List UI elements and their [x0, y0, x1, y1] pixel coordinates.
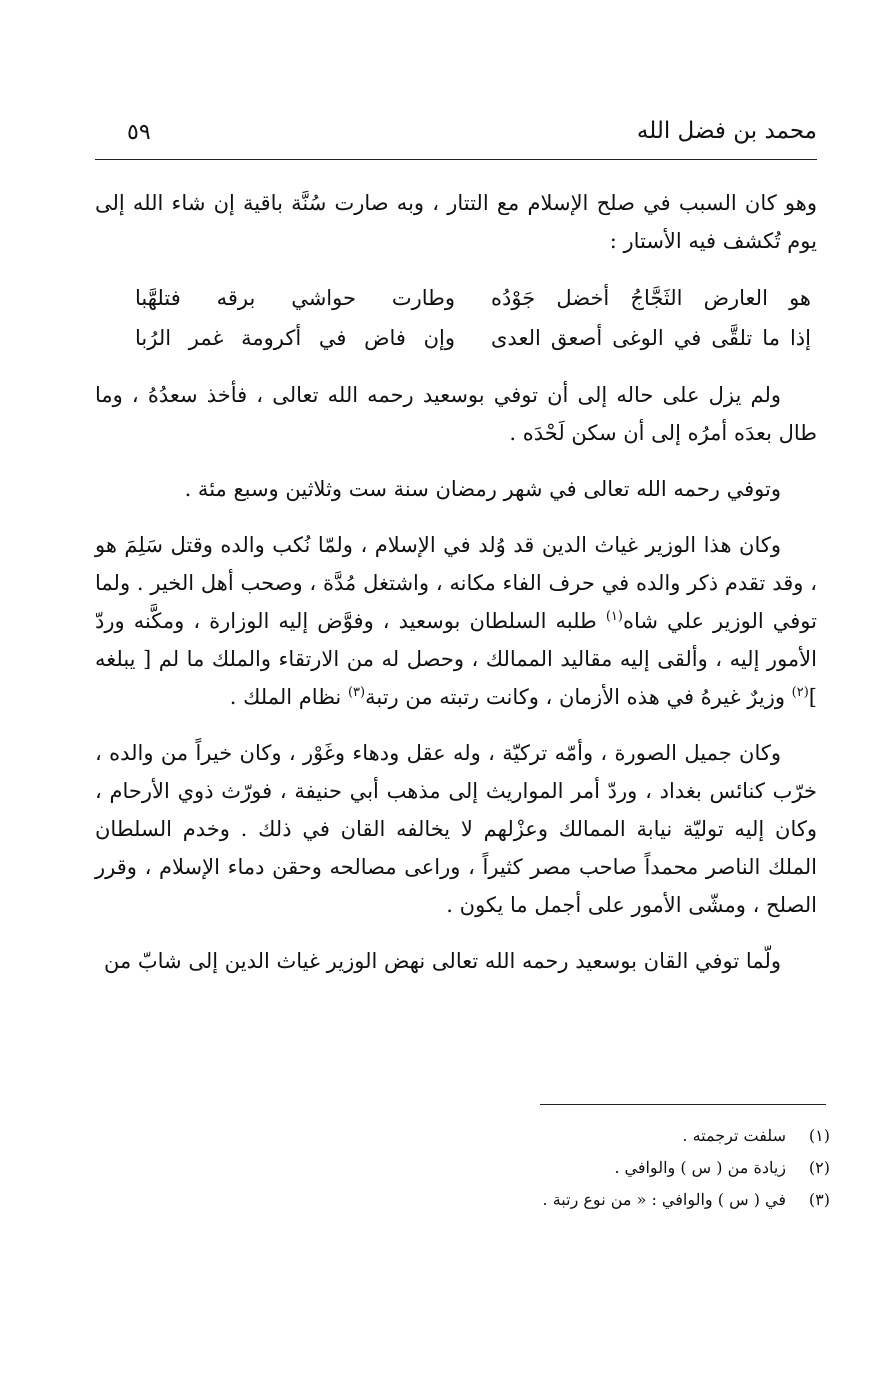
- paragraph-1: وهو كان السبب في صلح الإسلام مع التتار ، وبه صارت سُنَّة باقية إن شاء الله إلى يوم تُكشف فيه الأستار :: [95, 191, 817, 253]
- footnotes: [420, 1120, 830, 1216]
- page-number: ٥٩: [127, 120, 151, 145]
- footnote-2-number: (٢): [808, 1158, 830, 1177]
- poem: [95, 278, 817, 358]
- paragraph-4-text-b: طلبه السلطان بوسعيد ، وفوَّض إليه الوزارة ، ومكَّنه وردّ الأمور إليه ، وألقى إليه مقاليد الممالك ، وحصل له من الارتقاء والملك ما لم [ يبلغه ]: [95, 609, 817, 709]
- footnote-ref-3: (٣): [347, 685, 366, 700]
- paragraph-4-text-d: نظام الملك .: [229, 685, 348, 709]
- poem-line-2-first-hemistich: إذا ما تلقَّى في الوغى أصعق العدى: [491, 326, 811, 350]
- main-text: [95, 184, 817, 998]
- footnote-divider: [540, 1104, 826, 1105]
- footnote-2-text: زيادة من ( س ) والوافي .: [614, 1158, 786, 1177]
- footnote-3-number: (٣): [808, 1190, 830, 1209]
- paragraph-3: وتوفي رحمه الله تعالى في شهر رمضان سنة ست وثلاثين وسبع مئة .: [184, 477, 781, 501]
- header-divider: [95, 159, 817, 160]
- footnote-1: [420, 1120, 830, 1152]
- paragraph-6: ولّما توفي القان بوسعيد رحمه الله تعالى نهض الوزير غياث الدين إلى شابّ من: [103, 949, 781, 973]
- poem-line-2: [95, 318, 817, 358]
- paragraph-5: وكان جميل الصورة ، وأمّه تركيّة ، وله عقل ودهاء وغَوْر ، وكان خيراً من والده ، خرّب كنائس بغداد ، وردّ أمر المواريث إلى مذهب أبي حنيفة ، فورّث ذوي الأرحام ، وكان إليه توليّة نيابة الممالك وعزْلهم لا يخالفه القان في ذلك . وخدم السلطان الملك الناصر محمداً صاحب مصر كثيراً ، وراعى مصالحه وحقن دماء الإسلام ، وقرر الصلح ، ومشّى الأمور على أجمل ما يكون .: [95, 741, 817, 917]
- footnote-ref-2: (٢): [791, 685, 809, 700]
- running-title: محمد بن فضل الله: [636, 118, 817, 144]
- poem-line-1-first-hemistich: هو العارض الثَجَّاجُ أخضل جَوْدُه: [491, 286, 811, 310]
- poem-line-2-second-hemistich: وإن فاض في أكرومة غمر الرُبا: [135, 326, 455, 350]
- paragraph-4: [95, 526, 817, 716]
- paragraph-4-text-c: وزيرٌ غيرهُ في هذه الأزمان ، وكانت رتبته من رتبة: [365, 685, 792, 709]
- paragraph-2: ولم يزل على حاله إلى أن توفي بوسعيد رحمه الله تعالى ، فأخذ سعدُهُ ، وما طال بعدَه أمرُه إلى أن سكن لَحْدَه .: [95, 383, 817, 445]
- page-header: [95, 118, 817, 158]
- footnote-1-text: سلفت ترجمته .: [682, 1126, 786, 1145]
- footnote-1-number: (١): [808, 1126, 830, 1145]
- paragraph-4-text-a: وكان هذا الوزير غياث الدين قد وُلد في الإسلام ، ولمّا نُكب والده وقتل سَلِمَ هو ، وقد تقدم ذكر والده في حرف الفاء مكانه ، واشتغل مُدَّة ، وصحب أهل الخير . ولما توفي الوزير علي شاه: [95, 533, 817, 633]
- footnote-2: [420, 1152, 830, 1184]
- poem-line-1: [95, 278, 817, 318]
- footnote-3: [420, 1184, 830, 1216]
- footnote-3-text: في ( س ) والوافي : « من نوع رتبة .: [542, 1190, 786, 1209]
- poem-line-1-second-hemistich: وطارت حواشي برقه فتلهَّبا: [135, 286, 455, 310]
- footnote-ref-1: (١): [605, 609, 623, 624]
